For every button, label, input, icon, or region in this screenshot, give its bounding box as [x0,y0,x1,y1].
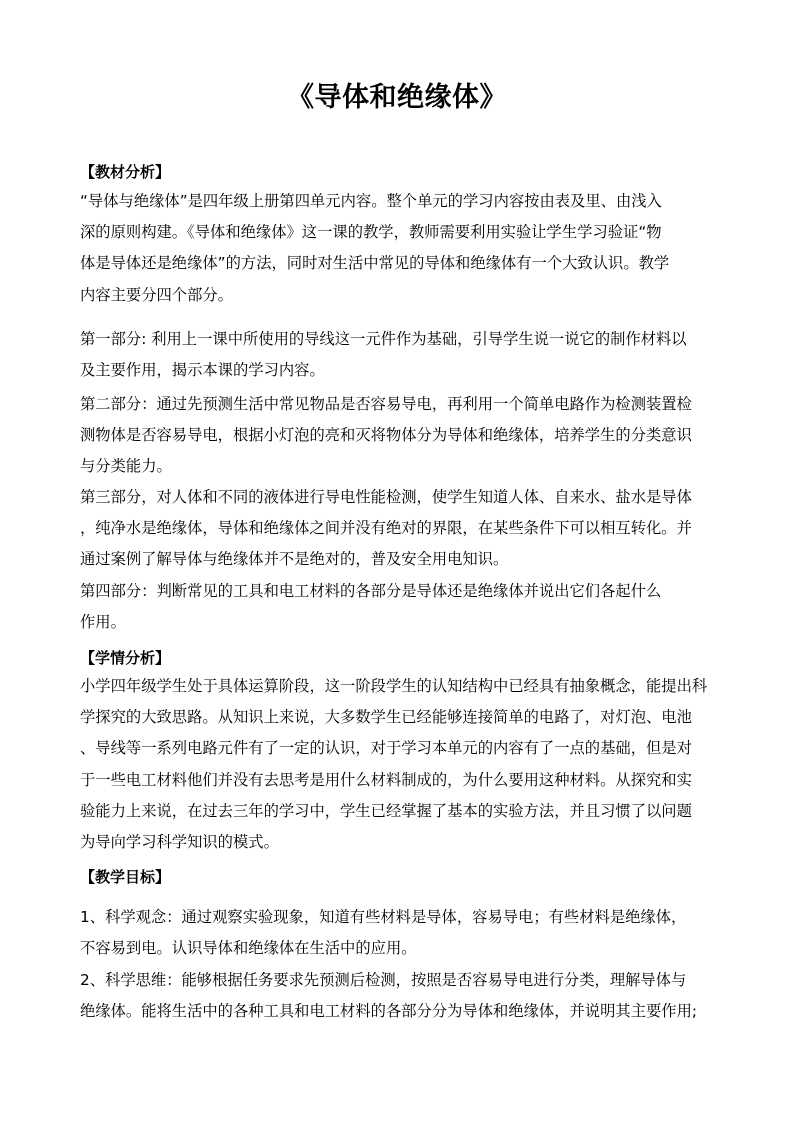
paragraph-line: 深的原则构建。《导体和绝缘体》这一课的教学，教师需要利用实验让学生学习验证“物 [80,223,662,242]
paragraph-line: 不容易到电。认识导体和绝缘体在生活中的应用。 [80,939,417,958]
paragraph-line: 、导线等一系列电路元件有了一定的认识，对于学习本单元的内容有了一点的基础，但是对 [80,739,692,758]
paragraph-line: 第三部分，对人体和不同的液体进行导电性能检测，使学生知道人体、自来水、盐水是导体 [80,488,692,506]
section-heading-textbook-analysis: 【教材分析】 [80,163,171,181]
paragraph-line: 与分类能力。 [80,457,172,476]
paragraph-line: 验能力上来说，在过去三年的学习中，学生已经掌握了基本的实验方法，并且习惯了以问题 [80,801,692,820]
paragraph-line: “导体与绝缘体”是四年级上册第四单元内容。整个单元的学习内容按由表及里、由浅入 [80,192,662,210]
paragraph-textbook-intro [80,186,716,311]
paragraph-line: 小学四年级学生处于具体运算阶段，这一阶段学生的认知结构中已经具有抽象概念，能提出科 [80,677,708,695]
section-heading-teaching-objectives: 【教学目标】 [80,868,171,886]
paragraph-objective-1 [80,902,716,964]
paragraph-line: 通过案例了解导体与绝缘体并不是绝对的，普及安全用电知识。 [80,550,509,569]
paragraph-line: 为导向学习科学知识的模式。 [80,832,279,851]
paragraph-line: 学探究的大致思路。从知识上来说，大多数学生已经能够连接简单的电路了，对灯泡、电池 [80,708,692,727]
paragraph-line: 于一些电工材料他们并没有去思考是用什么材料制成的，为什么要用这种材料。从探究和实 [80,770,692,789]
paragraph-line: 第二部分：通过先预测生活中常见物品是否容易导电，再利用一个简单电路作为检测装置检 [80,395,692,413]
paragraph-line: ，纯净水是绝缘体，导体和绝缘体之间并没有绝对的界限，在某些条件下可以相互转化。并 [80,519,692,538]
paragraph-line: 测物体是否容易导电，根据小灯泡的亮和灭将物体分为导体和绝缘体，培养学生的分类意识 [80,426,692,445]
paragraph-line: 2、科学思维：能够根据任务要求先预测后检测，按照是否容易导电进行分类，理解导体与 [80,971,687,989]
document-title: 《导体和绝缘体》 [287,82,507,113]
paragraph-line: 绝缘体。能将生活中的各种工具和电工材料的各部分分为导体和绝缘体，并说明其主要作用; [80,1002,698,1021]
paragraph-part-four [80,576,716,638]
paragraph-part-two [80,389,716,483]
paragraph-learner-analysis [80,671,716,858]
paragraph-part-three [80,482,716,576]
paragraph-line: 内容主要分四个部分。 [80,285,233,304]
paragraph-line: 作用。 [80,613,126,632]
paragraph-objective-2 [80,965,716,1027]
paragraph-line: 体是导体还是绝缘体”的方法，同时对生活中常见的导体和绝缘体有一个大致认识。教学 [80,254,670,273]
section-heading-learner-analysis: 【学情分析】 [80,649,171,667]
paragraph-line: 第四部分：判断常见的工具和电工材料的各部分是导体还是绝缘体并说出它们各起什么 [80,582,662,600]
paragraph-line: 1、科学观念：通过观察实验现象，知道有些材料是导体，容易导电；有些材料是绝缘体， [80,908,687,926]
paragraph-part-one [80,324,716,386]
paragraph-line: 及主要作用，揭示本课的学习内容。 [80,361,325,380]
paragraph-line: 第一部分: 利用上一课中所使用的导线这一元件作为基础，引导学生说一说它的制作材料以 [80,330,687,348]
